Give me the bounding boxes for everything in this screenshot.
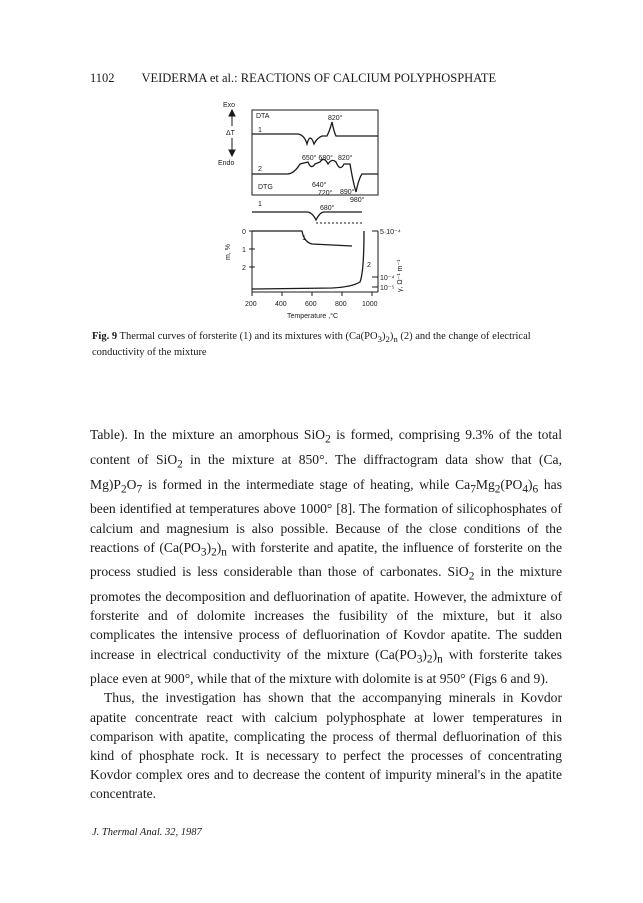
dtg-curve-1-label: 1: [258, 201, 262, 208]
mass-tick-label-2: 2: [242, 265, 246, 272]
figure-caption: Fig. 9 Thermal curves of forsterite (1) and its mixtures with $(Ca(PO_3)_2)_n$ (2) and the change of electrical conductivity of the mixture: [92, 331, 531, 359]
x-tick-label-600: 600: [305, 301, 317, 308]
tg-curve-label: 1: [302, 235, 306, 242]
endo-label: Endo: [218, 160, 235, 167]
dtg-peak-label: 680°: [320, 205, 335, 212]
curve2-890: 890°: [340, 189, 355, 196]
mass-tick-label-0: 0: [242, 229, 246, 236]
mass-tick-label-1: 1: [242, 247, 246, 254]
x-tick-label-1000: 1000: [362, 301, 378, 308]
journal-footer: J. Thermal Anal. 32, 1987: [92, 827, 202, 838]
dtg-curve: [252, 212, 362, 220]
x-axis-label: Temperature ,°C: [287, 313, 339, 320]
paragraph-2: Thus, the investigation has shown that the accompanying minerals in Kovdor apatite concentrate react with calcium polyphosphate at lower temperatures in comparison with apatite, complicating the process of thermal defluorination of this kind of phosphate rock. It is necessary to perfect the processes of concentrating Kovdor complex ores and to decrease the content of impurity mineral's in the apatite concentrate.: [90, 690, 562, 801]
dta-label: DTA: [256, 113, 270, 120]
body-text: [90, 425, 562, 803]
cond-axis-label: γ, Ω⁻¹ m⁻¹: [397, 259, 404, 292]
curve2-640: 640°: [312, 182, 327, 189]
caption-label: Fig. 9: [92, 331, 118, 342]
curve2-720: 720°: [318, 190, 333, 197]
endo-arrowhead: [229, 150, 235, 156]
cond-1e5: 10⁻⁵: [380, 285, 395, 292]
conductivity-curve: [252, 231, 364, 289]
thermal-curves-figure: [212, 92, 412, 327]
curve1-peak-820: 820°: [338, 155, 353, 162]
dta-curve-1: [252, 122, 378, 144]
running-header: [90, 71, 560, 86]
paragraph-1: Table). In the mixture an amorphous SiO$_2$ is formed, comprising 9.3% of the total content of SiO$_2$ in the mixture at 850°. The diffractogram data show that (Ca, $Mg)P_2O_7$ is formed in the intermediate stage of heating, while $Ca_7Mg_2(PO_4)_6$ has been identified at temperatures above 1000° [8]. The formation of silicophosphates of calcium and magnesium is also possible. Because of the close conditions of the reactions of $(Ca(PO_3)_2)_n$ with forsterite and apatite, the influence of forsterite on the process studied is less considerable than those of carbonates. SiO$_2$ in the mixture promotes the decomposition and defluorination of apatite. However, the admixture of forsterite and of dolomite increases the fusibility of the mixture, but it also complicates the intensive process of defluorination of Kovdor apatite. The sudden increase in electrical conductivity of the mixture $(Ca(PO_3)_2)_n$ with forsterite takes place even at 900°, while that of the mixture with dolomite is at 950° (Figs 6 and 9).: [90, 427, 563, 687]
curve2-980: 980°: [350, 197, 365, 204]
mass-axis-label: m, %: [225, 244, 232, 260]
page-number: 1102: [90, 71, 115, 85]
running-title: VEIDERMA et al.: REACTIONS OF CALCIUM POLYPHOSPHATE: [141, 71, 497, 85]
cond-5e4: 5·10⁻⁴: [380, 229, 401, 236]
x-tick-label-800: 800: [335, 301, 347, 308]
exo-arrowhead: [229, 110, 235, 116]
delta-t-label: ΔT: [226, 130, 235, 137]
x-tick-label-400: 400: [275, 301, 287, 308]
x-tick-label-200: 200: [245, 301, 257, 308]
curve1-peaks: 650° 680°: [302, 155, 333, 162]
cond-curve-label: 2: [367, 262, 371, 269]
exo-label: Exo: [223, 102, 236, 109]
peak-820-top: 820°: [328, 115, 343, 122]
dtg-label: DTG: [258, 184, 273, 191]
dta-curve-1-label: 1: [258, 127, 262, 134]
cond-1e4: 10⁻⁴: [380, 275, 395, 282]
dta-curve-2-label: 2: [258, 166, 262, 173]
